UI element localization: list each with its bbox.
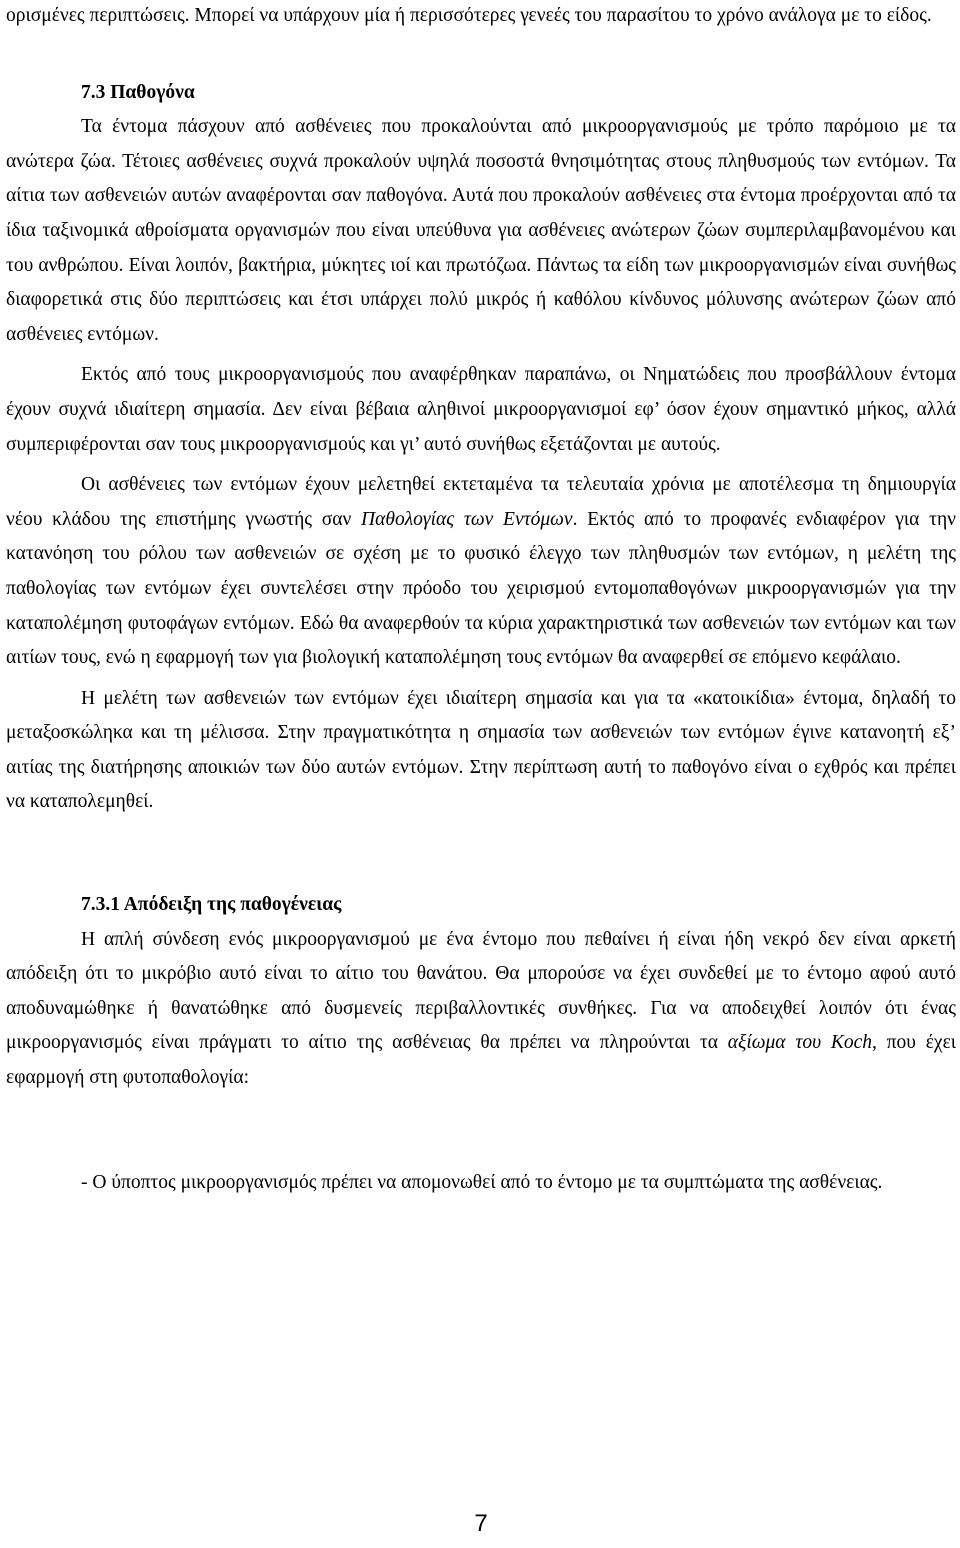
paragraph-pathogenicity-proof — [6, 923, 956, 1096]
paragraph-text: . Εκτός από το προφανές ενδιαφέρον για την κατανόηση του ρόλου των ασθενειών σε σχέση με το φυσικό έλεγχο των πληθυσμών των εντόμων, η μελέτη της παθολογίας των εντόμων έχει συντελέσει στην πρόοδο του χειρισμού εντομοπαθογόνων μικροοργανισμών για την καταπολέμηση φυτοφάγων εντόμων. Εδώ θα αναφερθούν τα κύρια χαρακτηριστικά των ασθενειών των εντόμων και των αιτίων τους, ενώ η εφαρμογή των για βιολογική καταπολέμηση τους εντόμων θα αναφερθεί σε επόμενο κεφάλαιο. — [6, 508, 956, 669]
italic-term-koch-postulate: αξίωμα του Koch — [727, 1032, 872, 1054]
paragraph-insect-pathology — [6, 468, 956, 676]
paragraph-text: Η μελέτη των ασθενειών των εντόμων έχει ιδιαίτερη σημασία και για τα «κατοικίδια» έντομα, δηλαδή το μεταξοσκώληκα και τη μέλισσα. Στην πραγματικότητα η σημασία των ασθενειών των εντόμων έγινε κατανοητή εξ’ αιτίας της διατήρησης αποικιών των δύο αυτών εντόμων. Στην περίπτωση αυτή το παθογόνο είναι ο εχθρός και πρέπει να καταπολεμηθεί. — [6, 687, 956, 813]
page-number: 7 — [474, 1510, 488, 1537]
paragraph-intro-continuation — [6, 0, 956, 34]
document-page — [6, 0, 956, 1548]
paragraph-text: - Ο ύποπτος μικροοργανισμός πρέπει να απομονωθεί από το έντομο με τα συμπτώματα της ασθένειας. — [81, 1171, 883, 1193]
paragraph-text: Η απλή σύνδεση ενός μικροοργανισμού με ένα έντομο που πεθαίνει ή είναι ήδη νεκρό δεν είναι αρκετή απόδειξη ότι το μικρόβιο αυτό είναι το αίτιο του θανάτου. Θα μπορούσε να έχει συνδεθεί με το έντομο αφού αυτό αποδυναμώθηκε ή θανατώθηκε από δυσμενείς περιβαλλοντικές συνθήκες. Για να αποδειχθεί λοιπόν ότι ένας μικροοργανισμός είναι πράγματι το αίτιο της ασθένειας θα πρέπει να πληρούνται τα — [6, 928, 956, 1054]
paragraph-domestic-insects — [6, 682, 956, 820]
italic-term-insect-pathology: Παθολογίας των Εντόμων — [361, 508, 573, 530]
paragraph-text: Τα έντομα πάσχουν από ασθένειες που προκαλούνται από μικροοργανισμούς με τρόπο παρόμοιο με τα ανώτερα ζώα. Τέτοιες ασθένειες συχνά προκαλούν υψηλά ποσοστά θνησιμότητας στους πληθυσμούς των εντόμων. Τα αίτια των ασθενειών αυτών αναφέρονται σαν παθογόνα. Αυτά που προκαλούν ασθένειες στα έντομα προέρχονται από τα ίδια ταξινομικά αθροίσματα οργανισμών που είναι υπεύθυνα για ασθένειες ανώτερων ζώων συμπεριλαμβανομένου και του ανθρώπου. Είναι λοιπόν, βακτήρια, μύκητες ιοί και πρωτόζωα. Πάντως τα είδη των μικροοργανισμών είναι συνήθως διαφορετικά στις δύο περιπτώσεις και έτσι υπάρχει πολύ μικρός ή καθόλου κίνδυνος μόλυνσης ανώτερων ζώων από ασθένειες εντόμων. — [6, 116, 956, 345]
paragraph-text: Οι ασθένειες των εντόμων έχουν μελετηθεί εκτεταμένα τα τελευταία χρόνια με αποτέλεσμα τη δημιουργία νέου κλάδου της επιστήμης γνωστής σαν — [6, 474, 956, 530]
section-heading-7-3: 7.3 Παθογόνα — [81, 81, 195, 103]
paragraph-pathogens-intro — [6, 110, 956, 352]
paragraph-text: , που έχει εφαρμογή στη φυτοπαθολογία: — [6, 1032, 956, 1089]
paragraph-text: Εκτός από τους μικροοργανισμούς που αναφέρθηκαν παραπάνω, οι Νηματώδεις που προσβάλλουν έντομα έχουν συχνά ιδιαίτερη σημασία. Δεν είναι βέβαια αληθινοί μικροοργανισμοί εφ’ όσον έχουν σημαντικό μήκος, αλλά συμπεριφέρονται σαν τους μικροοργανισμούς και γι’ αυτό συνήθως εξετάζονται με αυτούς. — [6, 364, 956, 455]
section-heading-7-3-1: 7.3.1 Απόδειξη της παθογένειας — [81, 894, 342, 916]
paragraph-nematodes — [6, 358, 956, 462]
paragraph-text: ορισμένες περιπτώσεις. Μπορεί να υπάρχουν μία ή περισσότερες γενεές του παρασίτου το χρόνο ανάλογα με το είδος. — [6, 5, 932, 26]
list-item-koch-1 — [6, 1166, 956, 1201]
